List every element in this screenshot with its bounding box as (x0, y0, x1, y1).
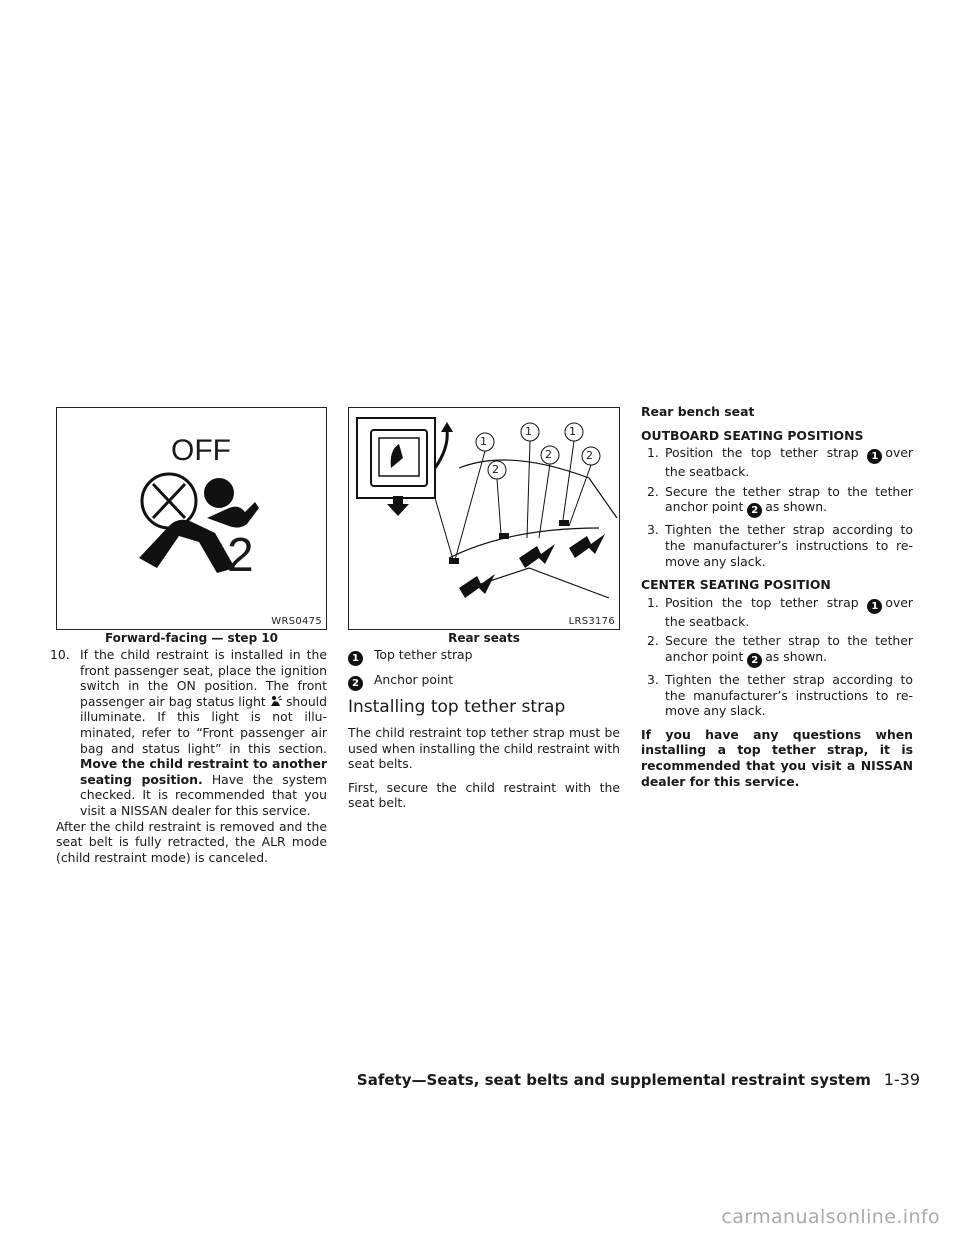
legend-item (348, 672, 620, 691)
callout-label: 2 (586, 449, 593, 462)
callout-label: 1 (480, 435, 487, 448)
airbag-status-icon (270, 695, 282, 707)
list-number: 10. (50, 647, 70, 662)
list-item: 2. Secure the tether strap to the tether anchor point 2 as shown. (647, 483, 913, 517)
item-warning: Move the child restraint to another seating position. (80, 756, 327, 787)
figure-rear-seats (348, 407, 620, 630)
list-item-10 (50, 647, 328, 819)
list-item: 1. Position the top tether strap 1 over the seatback. (647, 594, 913, 629)
list-item: 1. Position the top tether strap 1 over the seatback. (647, 445, 913, 480)
figure-code: LRS3176 (568, 616, 615, 627)
figure-caption: Rear seats (448, 631, 520, 645)
figure-code: WRS0475 (271, 616, 322, 627)
subheading: CENTER SEATING POSITION (641, 577, 831, 593)
callout-number: 1 (867, 449, 882, 464)
list-item: 3. Tighten the tether strap according to the manufacturer’s instructions to remove any slack. (647, 522, 913, 569)
list-item: 2. Secure the tether strap to the tether anchor point 2 as shown. (647, 633, 913, 666)
closing-note: If you have any questions when installing a top tether strap, it is recommended that you visit a NISSAN dealer for this service. (641, 726, 913, 789)
item-text: should illuminate. If this light is not illuminated, refer to “Front passenger air bag and status light” in this section. (80, 693, 327, 756)
callout-number: 2 (348, 676, 363, 691)
figure-airbag-off (56, 407, 327, 630)
list-item: 3. Tighten the tether strap according to the manufacturer’s instructions to remove any slack. (647, 671, 913, 719)
paragraph: The child restraint top tether strap must be used when installing the child restraint with seat belts. (348, 725, 620, 772)
section-heading: Installing top tether strap (348, 697, 566, 717)
figure-caption: Forward-facing — step 10 (104, 631, 279, 645)
off-label: OFF (171, 434, 231, 467)
callout-label: 2 (545, 448, 552, 461)
footer-section-title: Safety—Seats, seat belts and supplemental restraint system (356, 1071, 871, 1089)
column-2 (348, 647, 620, 811)
legend-text: Anchor point (373, 672, 454, 687)
seat-number: 2 (227, 529, 254, 582)
paragraph: First, secure the child restraint with the seat belt. (348, 779, 620, 811)
callout-number: 2 (747, 503, 762, 518)
item-text: Have the system checked. It is recommended that you visit a NISSAN dealer for this service. (80, 771, 328, 818)
callout-number: 1 (867, 599, 882, 614)
page-number: 1-39 (883, 1070, 920, 1089)
legend-item (348, 647, 620, 666)
subsection-title: Rear bench seat (641, 404, 755, 419)
callout-label: 2 (492, 463, 499, 476)
callout-number: 2 (747, 653, 762, 668)
column-3 (641, 404, 913, 789)
item-text: If the child restraint is installed in the front passenger seat, place the ignition switch in the ON position. The front passenger air bag status light (80, 647, 327, 709)
page-footer (357, 1070, 920, 1089)
legend-text: Top tether strap (373, 647, 473, 662)
subheading: OUTBOARD SEATING POSITIONS (641, 427, 864, 443)
column-1 (50, 647, 328, 865)
callout-label: 1 (525, 425, 532, 438)
callout-label: 1 (569, 425, 576, 438)
watermark: carmanualsonline.info (721, 1206, 940, 1228)
paragraph: After the child restraint is removed and the seat belt is fully retracted, the ALR mode (child restraint mode) is canceled. (56, 818, 327, 865)
callout-number: 1 (348, 651, 363, 666)
